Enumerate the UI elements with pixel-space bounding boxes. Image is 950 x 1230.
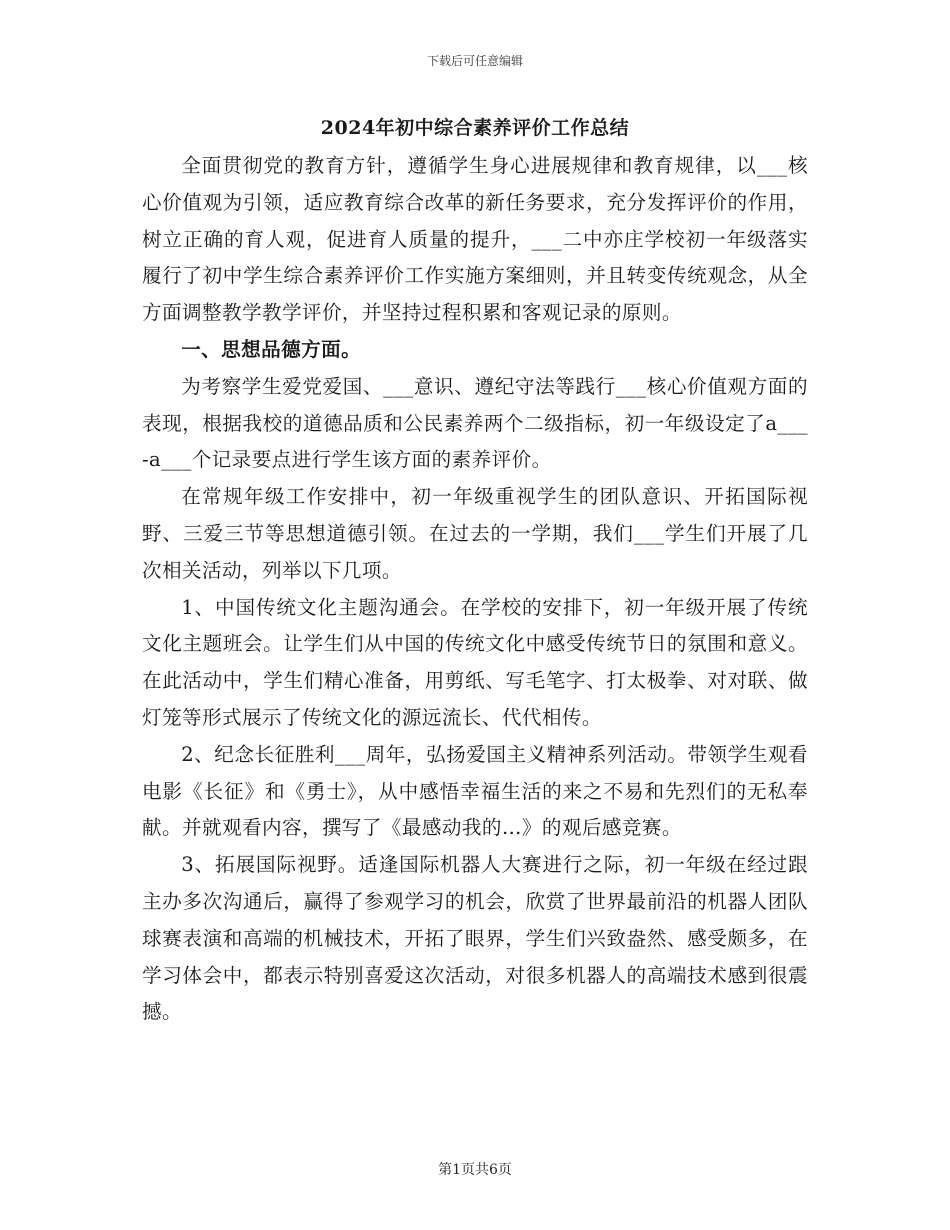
section-heading-moral: 一、思想品德方面。: [181, 337, 362, 361]
body-paragraph: 为考察学生爱党爱国、___意识、遵纪守法等践行___核心价值观方面的表现，根据我校的道德品质和公民素养两个二级指标，初一年级设定了a___-a___个记录要点进行学生该方面的素养评价。: [142, 374, 808, 472]
activity-item-1: 1、中国传统文化主题沟通会。在学校的安排下，初一年级开展了传统文化主题班会。让学生们从中国的传统文化中感受传统节日的氛围和意义。在此活动中，学生们精心准备，用剪纸、写毛笔字、打太极拳、对对联、做灯笼等形式展示了传统文化的源远流长、代代相传。: [142, 595, 808, 729]
intro-paragraph: 全面贯彻党的教育方针，遵循学生身心进展规律和教育规律，以___核心价值观为引领，适应教育综合改革的新任务要求，充分发挥评价的作用，树立正确的育人观，促进育人质量的提升，___二中亦庄学校初一年级落实履行了初中学生综合素养评价工作实施方案细则，并且转变传统观念，从全方面调整教学教学评价，并坚持过程积累和客观记录的原则。: [142, 154, 808, 325]
activity-item-2: 2、纪念长征胜利___周年，弘扬爱国主义精神系列活动。带领学生观看电影《长征》和《勇士》，从中感悟幸福生活的来之不易和先烈们的无私奉献。并就观看内容，撰写了《最感动我的…》的观后感竞赛。: [142, 742, 808, 840]
page-header-note: 下载后可任意编辑: [426, 54, 523, 68]
body-paragraph: 在常规年级工作安排中，初一年级重视学生的团队意识、开拓国际视野、三爱三节等思想道德引领。在过去的一学期，我们___学生们开展了几次相关活动，列举以下几项。: [142, 485, 808, 582]
page-number: 第1页共6页: [438, 1162, 512, 1178]
document-body: [142, 148, 808, 1031]
document-title: 2024年初中综合素养评价工作总结: [320, 117, 630, 139]
activity-item-3: 3、拓展国际视野。适逢国际机器人大赛进行之际，初一年级在经过跟主办多次沟通后，赢得了参观学习的机会，欣赏了世界最前沿的机器人团队球赛表演和高端的机械技术，开拓了眼界，学生们兴致盎然、感受颇多，在学习体会中，都表示特别喜爱这次活动，对很多机器人的高端技术感到很震撼。: [142, 853, 808, 1024]
